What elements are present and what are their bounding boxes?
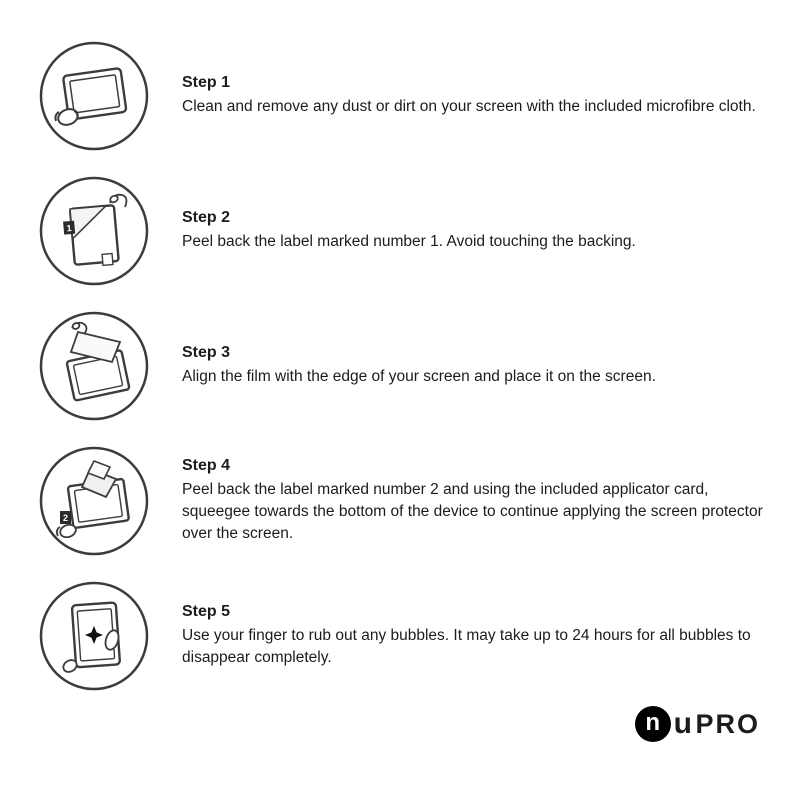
rub-bubbles-icon — [38, 580, 150, 692]
step-3-text — [182, 344, 656, 388]
step-5 — [38, 568, 770, 703]
applicator-card-icon — [38, 445, 150, 557]
step-description: Use your finger to rub out any bubbles. It may take up to 24 hours for all bubbles to disappear completely. — [182, 626, 751, 666]
step-3 — [38, 298, 770, 433]
step-title: Step 5 — [182, 602, 231, 620]
step-4-text — [182, 457, 767, 545]
nupro-logo-text-u: u — [673, 707, 693, 740]
step-description: Clean and remove any dust or dirt on your screen with the included microfibre cloth. — [182, 97, 756, 115]
nupro-logo — [635, 706, 760, 742]
svg-text:1: 1 — [66, 222, 73, 233]
peel-label-icon — [38, 175, 150, 287]
steps-list — [38, 28, 770, 703]
step-1 — [38, 28, 770, 163]
step-title: Step 1 — [182, 73, 231, 91]
step-title: Step 3 — [182, 343, 231, 361]
nupro-logo-text-pro: PRO — [695, 708, 760, 739]
step-title: Step 2 — [182, 208, 231, 226]
step-title: Step 4 — [182, 456, 231, 474]
step-2 — [38, 163, 770, 298]
step-description: Peel back the label marked number 1. Avoid touching the backing. — [182, 232, 636, 250]
nupro-logo-icon: n — [635, 706, 671, 742]
step-2-text — [182, 209, 636, 253]
step-5-text — [182, 603, 767, 669]
step-1-text — [182, 74, 756, 118]
step-description: Align the film with the edge of your screen and place it on the screen. — [182, 367, 656, 385]
svg-text:2: 2 — [62, 512, 69, 523]
clean-screen-icon — [38, 40, 150, 152]
align-film-icon — [38, 310, 150, 422]
step-4 — [38, 433, 770, 568]
step-description: Peel back the label marked number 2 and using the included applicator card, squeegee towards the bottom of the device to continue applying the screen protector over the screen. — [182, 480, 763, 542]
